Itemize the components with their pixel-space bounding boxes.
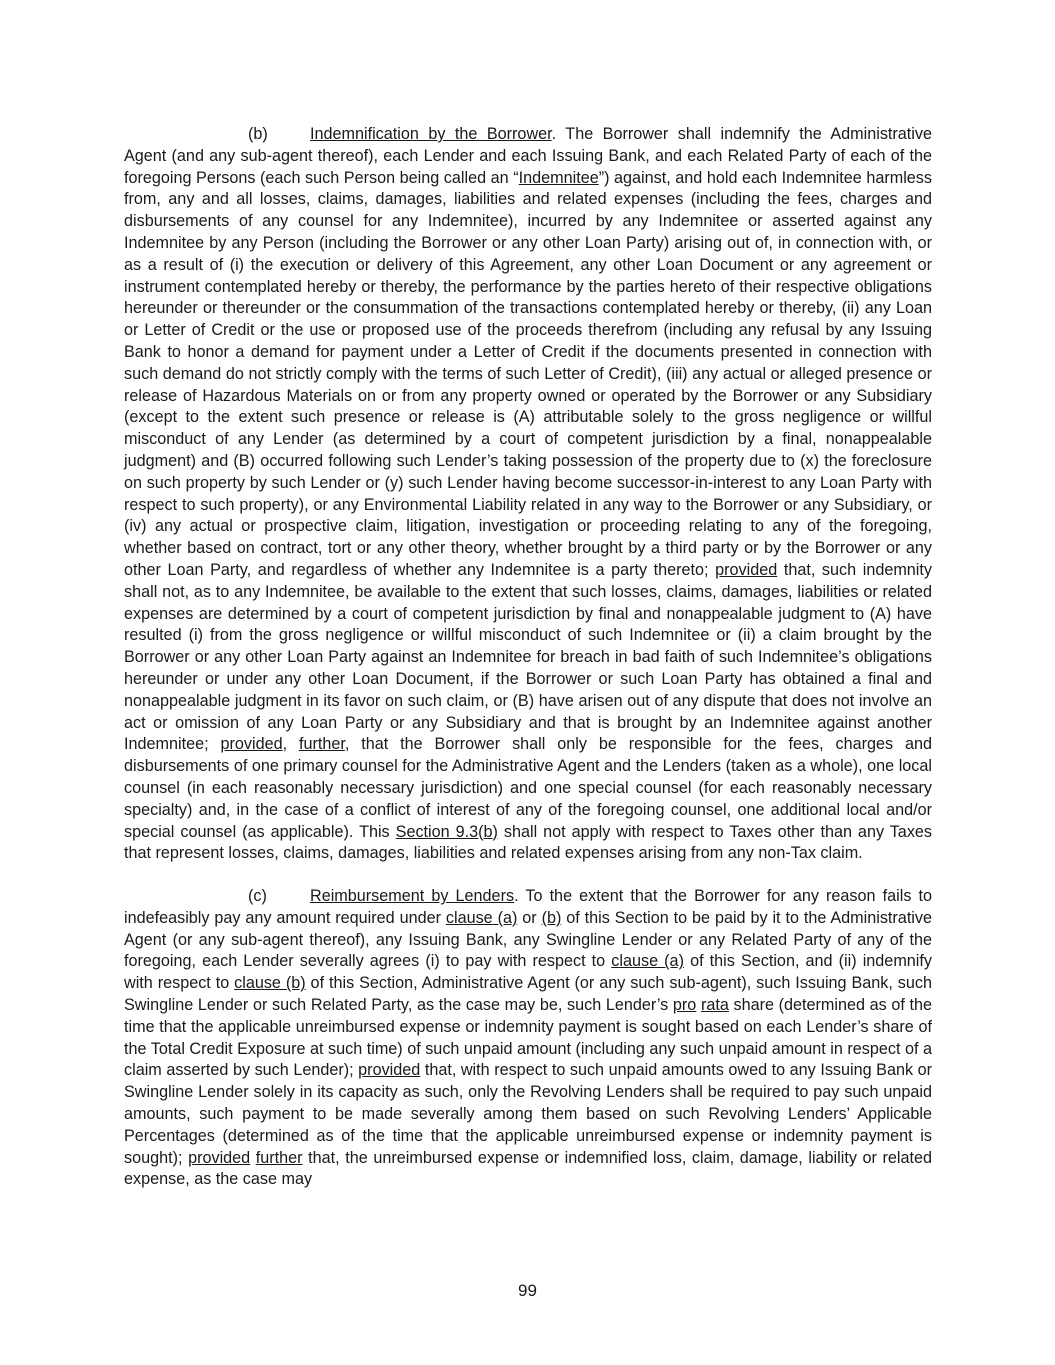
body-text: that, the unreimbursed expense or indemnified loss, claim, damage, liability or related expense, as the case may [124, 1148, 932, 1189]
clause-reference: clause (a) [445, 908, 518, 927]
proviso-term: further [298, 735, 345, 754]
body-text: of this Section, and (ii) indemnify with respect to [124, 952, 932, 993]
body-text: ”) against, and hold each Indemnitee harmless from, any and all losses, claims, damages, liabilities and related expenses (including the fees, charges and disbursements of any counsel for any Indemnitee), incurred by any Indemnitee or asserted against any Indemnitee by any Person (including the Borrower or any other Loan Party) arising out of, in connection with, or as a result of (i) the execution or delivery of this Agreement, any other Loan Document or any agreement or instrument contemplated hereby or thereby, the performance by the parties hereto of their respective obligations hereunder or thereunder or the consummation of the transactions contemplated hereby or thereby, (ii) any Loan or Letter of Credit or the use or proposed use of the proceeds therefrom (including any refusal by any Issuing Bank to honor a demand for payment under a Letter of Credit if the documents presented in connection with such demand do not strictly comply with the terms of such Letter of Credit), (iii) any actual or alleged presence or release of Hazardous Materials on or from any property owned or operated by the Borrower or any Subsidiary (except to the extent such presence or release is (A) attributable solely to the gross negligence or willful misconduct of any Lender (as determined by a court of competent jurisdiction by a final, nonappealable judgment) and (B) occurred following such Lender’s taking possession of the property due to (x) the foreclosure on such property by such Lender or (y) such Lender having become successor-in-interest to any Loan Party with respect to such property), or any Environmental Liability related in any way to the Borrower or any Subsidiary, or (iv) any actual or prospective claim, litigation, investigation or proceeding relating to any of the foregoing, whether based on contract, tort or any other theory, whether brought by a third party or by the Borrower or any other Loan Party, and regardless of whether any Indemnitee is a party thereto; [124, 168, 932, 579]
body-text: . The Borrower shall indemnify the Administrative Agent (and any sub-agent thereof), each Lender and each Issuing Bank, and each Related Party of each of the foregoing Persons (each such Person being called an “ [124, 125, 932, 187]
proviso-term: provided [220, 735, 283, 754]
body-text: of this Section, Administrative Agent (or any such sub-agent), such Issuing Bank, such Swingline Lender or such Related Party, as the case may be, such Lender’s [124, 974, 932, 1015]
clause-reference: clause (b) [234, 974, 306, 993]
section-reference: Section 9.3(b) [395, 822, 498, 841]
paragraph-b-indemnification [124, 124, 932, 865]
page-number: 99 [518, 1281, 537, 1300]
body-text: , that the Borrower shall only be responsible for the fees, charges and disbursements of one primary counsel for the Administrative Agent and the Lenders (taken as a whole), one local counsel (in each reasonably necessary jurisdiction) and one special counsel (for each reasonably necessary specialty) and, in the case of a conflict of interest of any of the foregoing counsel, one additional local and/or special counsel (as applicable). This [124, 735, 932, 841]
proviso-term: further [255, 1148, 303, 1167]
body-text: or [517, 908, 542, 927]
section-heading: Reimbursement by Lenders [310, 887, 515, 906]
body-text: . To the extent that the Borrower for any reason fails to indefeasibly pay any amount required under [124, 887, 933, 927]
clause-reference: clause (a) [611, 952, 684, 971]
proviso-term: provided [715, 560, 778, 579]
paragraph-label: (b) [248, 125, 268, 143]
proviso-term: provided [188, 1148, 251, 1167]
body-text: share (determined as of the time that the applicable unreimbursed expense or indemnity payment is sought based on each Lender’s share of the Total Credit Exposure at such time) of such unpaid amount (including any such unpaid amount in respect of a claim asserted by such Lender); [124, 996, 932, 1080]
paragraph-c-reimbursement [124, 886, 932, 1191]
body-text: , [282, 735, 299, 754]
proviso-term: provided [358, 1061, 421, 1080]
body-text: that, with respect to such unpaid amounts owed to any Issuing Bank or Swingline Lender solely in its capacity as such, only the Revolving Lenders shall be required to pay such unpaid amounts, such payment to be made severally among them based on such Revolving Lenders’ Applicable Percentages (determined as of the time that the applicable unreimbursed expense or indemnity payment is sought); [124, 1061, 932, 1167]
section-heading: Indemnification by the Borrower [310, 125, 552, 143]
clause-reference: (b) [541, 908, 562, 927]
document-page [124, 124, 932, 1212]
defined-term: Indemnitee [518, 168, 599, 187]
body-text: shall not apply with respect to Taxes other than any Taxes that represent losses, claims, damages, liabilities and related expenses arising from any non-Tax claim. [124, 822, 933, 863]
body-text: of this Section to be paid by it to the Administrative Agent (or any sub-agent thereof), any Issuing Bank, any Swingline Lender or any Related Party of any of the foregoing, each Lender severally agrees (i) to pay with respect to [124, 908, 933, 971]
paragraph-label: (c) [248, 887, 267, 906]
latin-term: rata [700, 996, 729, 1015]
latin-term: pro [672, 996, 697, 1015]
body-text: that, such indemnity shall not, as to any Indemnitee, be available to the extent that such losses, claims, damages, liabilities or related expenses are determined by a court of competent jurisdiction by final and nonappealable judgment to (A) have resulted (i) from the gross negligence or willful misconduct of such Indemnitee or (ii) a claim brought by the Borrower or any other Loan Party against an Indemnitee for breach in bad faith of such Indemnitee’s obligations hereunder or under any other Loan Document, if the Borrower or such Loan Party has obtained a final and nonappealable judgment in its favor on such claim, or (B) have arisen out of any dispute that does not involve an act or omission of any Loan Party or any Subsidiary and that is brought by an Indemnitee against another Indemnitee; [124, 560, 932, 754]
